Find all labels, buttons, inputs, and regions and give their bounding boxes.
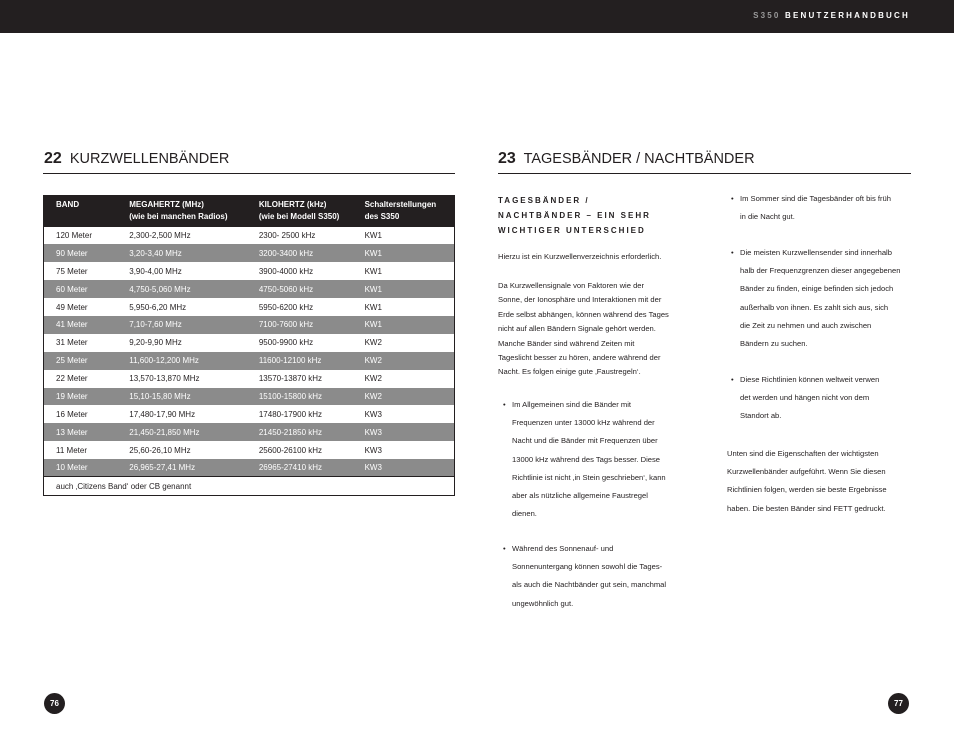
cell-mhz: 17,480-17,90 MHz — [129, 405, 259, 423]
table-row — [44, 459, 455, 477]
cell-band: 13 Meter — [44, 423, 130, 441]
text-line: Nacht. Es folgen einige gute ‚Faustregeln‘. — [498, 367, 641, 377]
body-paragraph — [498, 279, 669, 380]
text-line: Erde selbst abhängen, können während des Tages — [498, 309, 669, 319]
section-23-label: TAGESBÄNDER / NACHTBÄNDER — [523, 151, 755, 167]
text-line: Sonne, der Ionosphäre und Interaktionen mit der — [498, 295, 662, 305]
text-line: dienen. — [512, 509, 537, 519]
text-line: Manche Bänder sind während Zeiten mit — [498, 338, 635, 348]
text-line: haben. Die besten Bänder sind FETT gedruckt. — [727, 503, 886, 513]
table-row — [44, 370, 455, 388]
cell-switch: KW1 — [365, 316, 455, 334]
cell-band: 60 Meter — [44, 280, 130, 298]
cell-switch: KW2 — [365, 388, 455, 406]
cell-switch: KW2 — [365, 370, 455, 388]
text-line: Tageslicht besser zu hören, andere während der — [498, 353, 661, 363]
text-line: halb der Frequenzgrenzen dieser angegebenen — [740, 266, 901, 276]
table-row — [44, 334, 455, 352]
cell-switch: KW2 — [365, 352, 455, 370]
page-number-left: 76 — [44, 693, 65, 714]
cell-mhz: 9,20-9,90 MHz — [129, 334, 259, 352]
text-line: ungewöhnlich gut. — [512, 598, 574, 608]
cell-switch: KW1 — [365, 227, 455, 245]
table-row — [44, 298, 455, 316]
bullet-item-5 — [728, 371, 928, 426]
cell-khz: 3200-3400 kHz — [259, 244, 365, 262]
bullet-item-1 — [500, 396, 690, 523]
text-line: Da Kurzwellensignale von Faktoren wie der — [498, 281, 645, 290]
section-22-rule — [43, 173, 455, 174]
cell-band: 16 Meter — [44, 405, 130, 423]
cell-switch: KW2 — [365, 334, 455, 352]
cell-band: 10 Meter — [44, 459, 130, 477]
table-row — [44, 244, 455, 262]
text-line: in die Nacht gut. — [740, 212, 795, 222]
cell-band: 41 Meter — [44, 316, 130, 334]
cell-switch: KW3 — [365, 459, 455, 477]
cell-khz: 5950-6200 kHz — [259, 298, 365, 316]
text-line: Während des Sonnenauf- und — [512, 544, 614, 553]
cell-khz: 17480-17900 kHz — [259, 405, 365, 423]
col-header-switch: Schalterstellungen des S350 — [365, 196, 455, 227]
text-line: Kurzwellenbänder aufgeführt. Wenn Sie diesen — [727, 467, 886, 477]
cell-khz: 26965-27410 kHz — [259, 459, 365, 477]
text-line: nicht auf allen Bändern Signale gehört werden. — [498, 324, 656, 334]
cell-band: 22 Meter — [44, 370, 130, 388]
header-bar — [0, 0, 954, 33]
cell-band: 19 Meter — [44, 388, 130, 406]
text-line: det werden und hängen nicht von dem — [740, 393, 870, 403]
text-line: außerhalb von ihnen. Es zahlt sich aus, sich — [740, 302, 889, 312]
table-note-row — [44, 477, 455, 496]
cell-switch: KW3 — [365, 405, 455, 423]
bullet-dot-icon: • — [731, 375, 734, 384]
text-line: Richtlinie ist nicht ‚in Stein geschrieben‘, kann — [512, 472, 666, 482]
cell-mhz: 3,20-3,40 MHz — [129, 244, 259, 262]
cell-band: 120 Meter — [44, 227, 130, 245]
text-line: Sonnenuntergang können sowohl die Tages- — [512, 562, 663, 572]
text-line: Die meisten Kurzwellensender sind innerhalb — [740, 248, 892, 257]
page-number-right: 77 — [888, 693, 909, 714]
cell-band: 75 Meter — [44, 262, 130, 280]
section-23-number: 23 — [498, 150, 516, 167]
table-row — [44, 388, 455, 406]
cell-switch: KW1 — [365, 280, 455, 298]
subheading-line: NACHTBÄNDER – EIN SEHR — [498, 211, 651, 220]
cell-khz: 15100-15800 kHz — [259, 388, 365, 406]
section-22-number: 22 — [44, 150, 62, 167]
text-line: aber als nützliche allgemeine Faustregel — [512, 491, 648, 501]
closing-paragraph — [727, 445, 887, 518]
cell-khz: 4750-5060 kHz — [259, 280, 365, 298]
text-line: Im Sommer sind die Tagesbänder oft bis früh — [740, 194, 891, 203]
cell-mhz: 11,600-12,200 MHz — [129, 352, 259, 370]
cell-mhz: 4,750-5,060 MHz — [129, 280, 259, 298]
cell-switch: KW3 — [365, 423, 455, 441]
text-line: Unten sind die Eigenschaften der wichtigsten — [727, 449, 879, 458]
cell-khz: 7100-7600 kHz — [259, 316, 365, 334]
text-line: Bändern zu suchen. — [740, 339, 808, 349]
cell-mhz: 15,10-15,80 MHz — [129, 388, 259, 406]
cell-switch: KW3 — [365, 441, 455, 459]
bullet-dot-icon: • — [503, 544, 506, 553]
intro-text: Hierzu ist ein Kurzwellenverzeichnis erforderlich. — [498, 252, 662, 261]
section-22-title — [44, 150, 229, 168]
cell-mhz: 13,570-13,870 MHz — [129, 370, 259, 388]
section-23-rule — [498, 173, 911, 174]
text-line: die Zeit zu nehmen und auch zwischen — [740, 320, 872, 330]
text-line: Richtlinien folgen, werden sie beste Ergebnisse — [727, 485, 887, 495]
cell-band: 90 Meter — [44, 244, 130, 262]
text-line: Diese Richtlinien können weltweit verwen — [740, 375, 880, 384]
table-row — [44, 316, 455, 334]
text-line: Nacht und die Bänder mit Frequenzen über — [512, 436, 658, 446]
bullet-item-3 — [728, 190, 928, 226]
header-title — [753, 11, 910, 20]
text-line: als auch die Nachtbänder gut sein, manchmal — [512, 580, 667, 590]
text-line: Standort ab. — [740, 411, 782, 421]
cell-switch: KW1 — [365, 298, 455, 316]
table-row — [44, 423, 455, 441]
shortwave-band-table — [43, 195, 455, 496]
text-line: Bänder zu finden, einige befinden sich jedoch — [740, 284, 894, 294]
bullet-dot-icon: • — [503, 400, 506, 409]
col-header-mhz: MEGAHERTZ (MHz) (wie bei manchen Radios) — [129, 196, 259, 227]
cell-khz: 3900-4000 kHz — [259, 262, 365, 280]
table-header-row — [44, 196, 455, 227]
subheading-line: TAGESBÄNDER / — [498, 196, 590, 205]
cell-khz: 13570-13870 kHz — [259, 370, 365, 388]
bullet-item-2 — [500, 540, 690, 613]
col-header-khz: KILOHERTZ (kHz) (wie bei Modell S350) — [259, 196, 365, 227]
header-model: S350 — [753, 11, 781, 20]
table-row — [44, 352, 455, 370]
bullet-dot-icon: • — [731, 194, 734, 203]
bullet-item-4 — [728, 244, 928, 353]
section-22-label: KURZWELLENBÄNDER — [69, 151, 230, 167]
cell-band: 11 Meter — [44, 441, 130, 459]
table-row — [44, 405, 455, 423]
cell-band: 31 Meter — [44, 334, 130, 352]
table-row — [44, 227, 455, 245]
table-row — [44, 441, 455, 459]
cell-mhz: 21,450-21,850 MHz — [129, 423, 259, 441]
cell-band: 25 Meter — [44, 352, 130, 370]
cell-khz: 11600-12100 kHz — [259, 352, 365, 370]
cell-mhz: 2,300-2,500 MHz — [129, 227, 259, 245]
text-line: Im Allgemeinen sind die Bänder mit — [512, 400, 632, 409]
cell-mhz: 7,10-7,60 MHz — [129, 316, 259, 334]
cell-mhz: 25,60-26,10 MHz — [129, 441, 259, 459]
bullet-dot-icon: • — [731, 248, 734, 257]
cell-mhz: 5,950-6,20 MHz — [129, 298, 259, 316]
cell-mhz: 3,90-4,00 MHz — [129, 262, 259, 280]
table-row — [44, 262, 455, 280]
section-23-title — [498, 150, 755, 168]
cell-khz: 2300- 2500 kHz — [259, 227, 365, 245]
text-line: Frequenzen unter 13000 kHz während der — [512, 418, 655, 428]
cell-switch: KW1 — [365, 262, 455, 280]
text-line: 13000 kHz während des Tags besser. Diese — [512, 454, 661, 464]
subheading-line: WICHTIGER UNTERSCHIED — [498, 226, 646, 235]
cell-switch: KW1 — [365, 244, 455, 262]
table-row — [44, 280, 455, 298]
cell-khz: 9500-9900 kHz — [259, 334, 365, 352]
cell-khz: 25600-26100 kHz — [259, 441, 365, 459]
col-header-band: BAND — [44, 196, 130, 227]
cell-band: 49 Meter — [44, 298, 130, 316]
cell-khz: 21450-21850 kHz — [259, 423, 365, 441]
header-manual-title: BENUTZERHANDBUCH — [785, 11, 910, 20]
subheading — [498, 193, 678, 238]
cell-mhz: 26,965-27,41 MHz — [129, 459, 259, 477]
table-note: auch ‚Citizens Band‘ oder CB genannt — [44, 477, 455, 496]
